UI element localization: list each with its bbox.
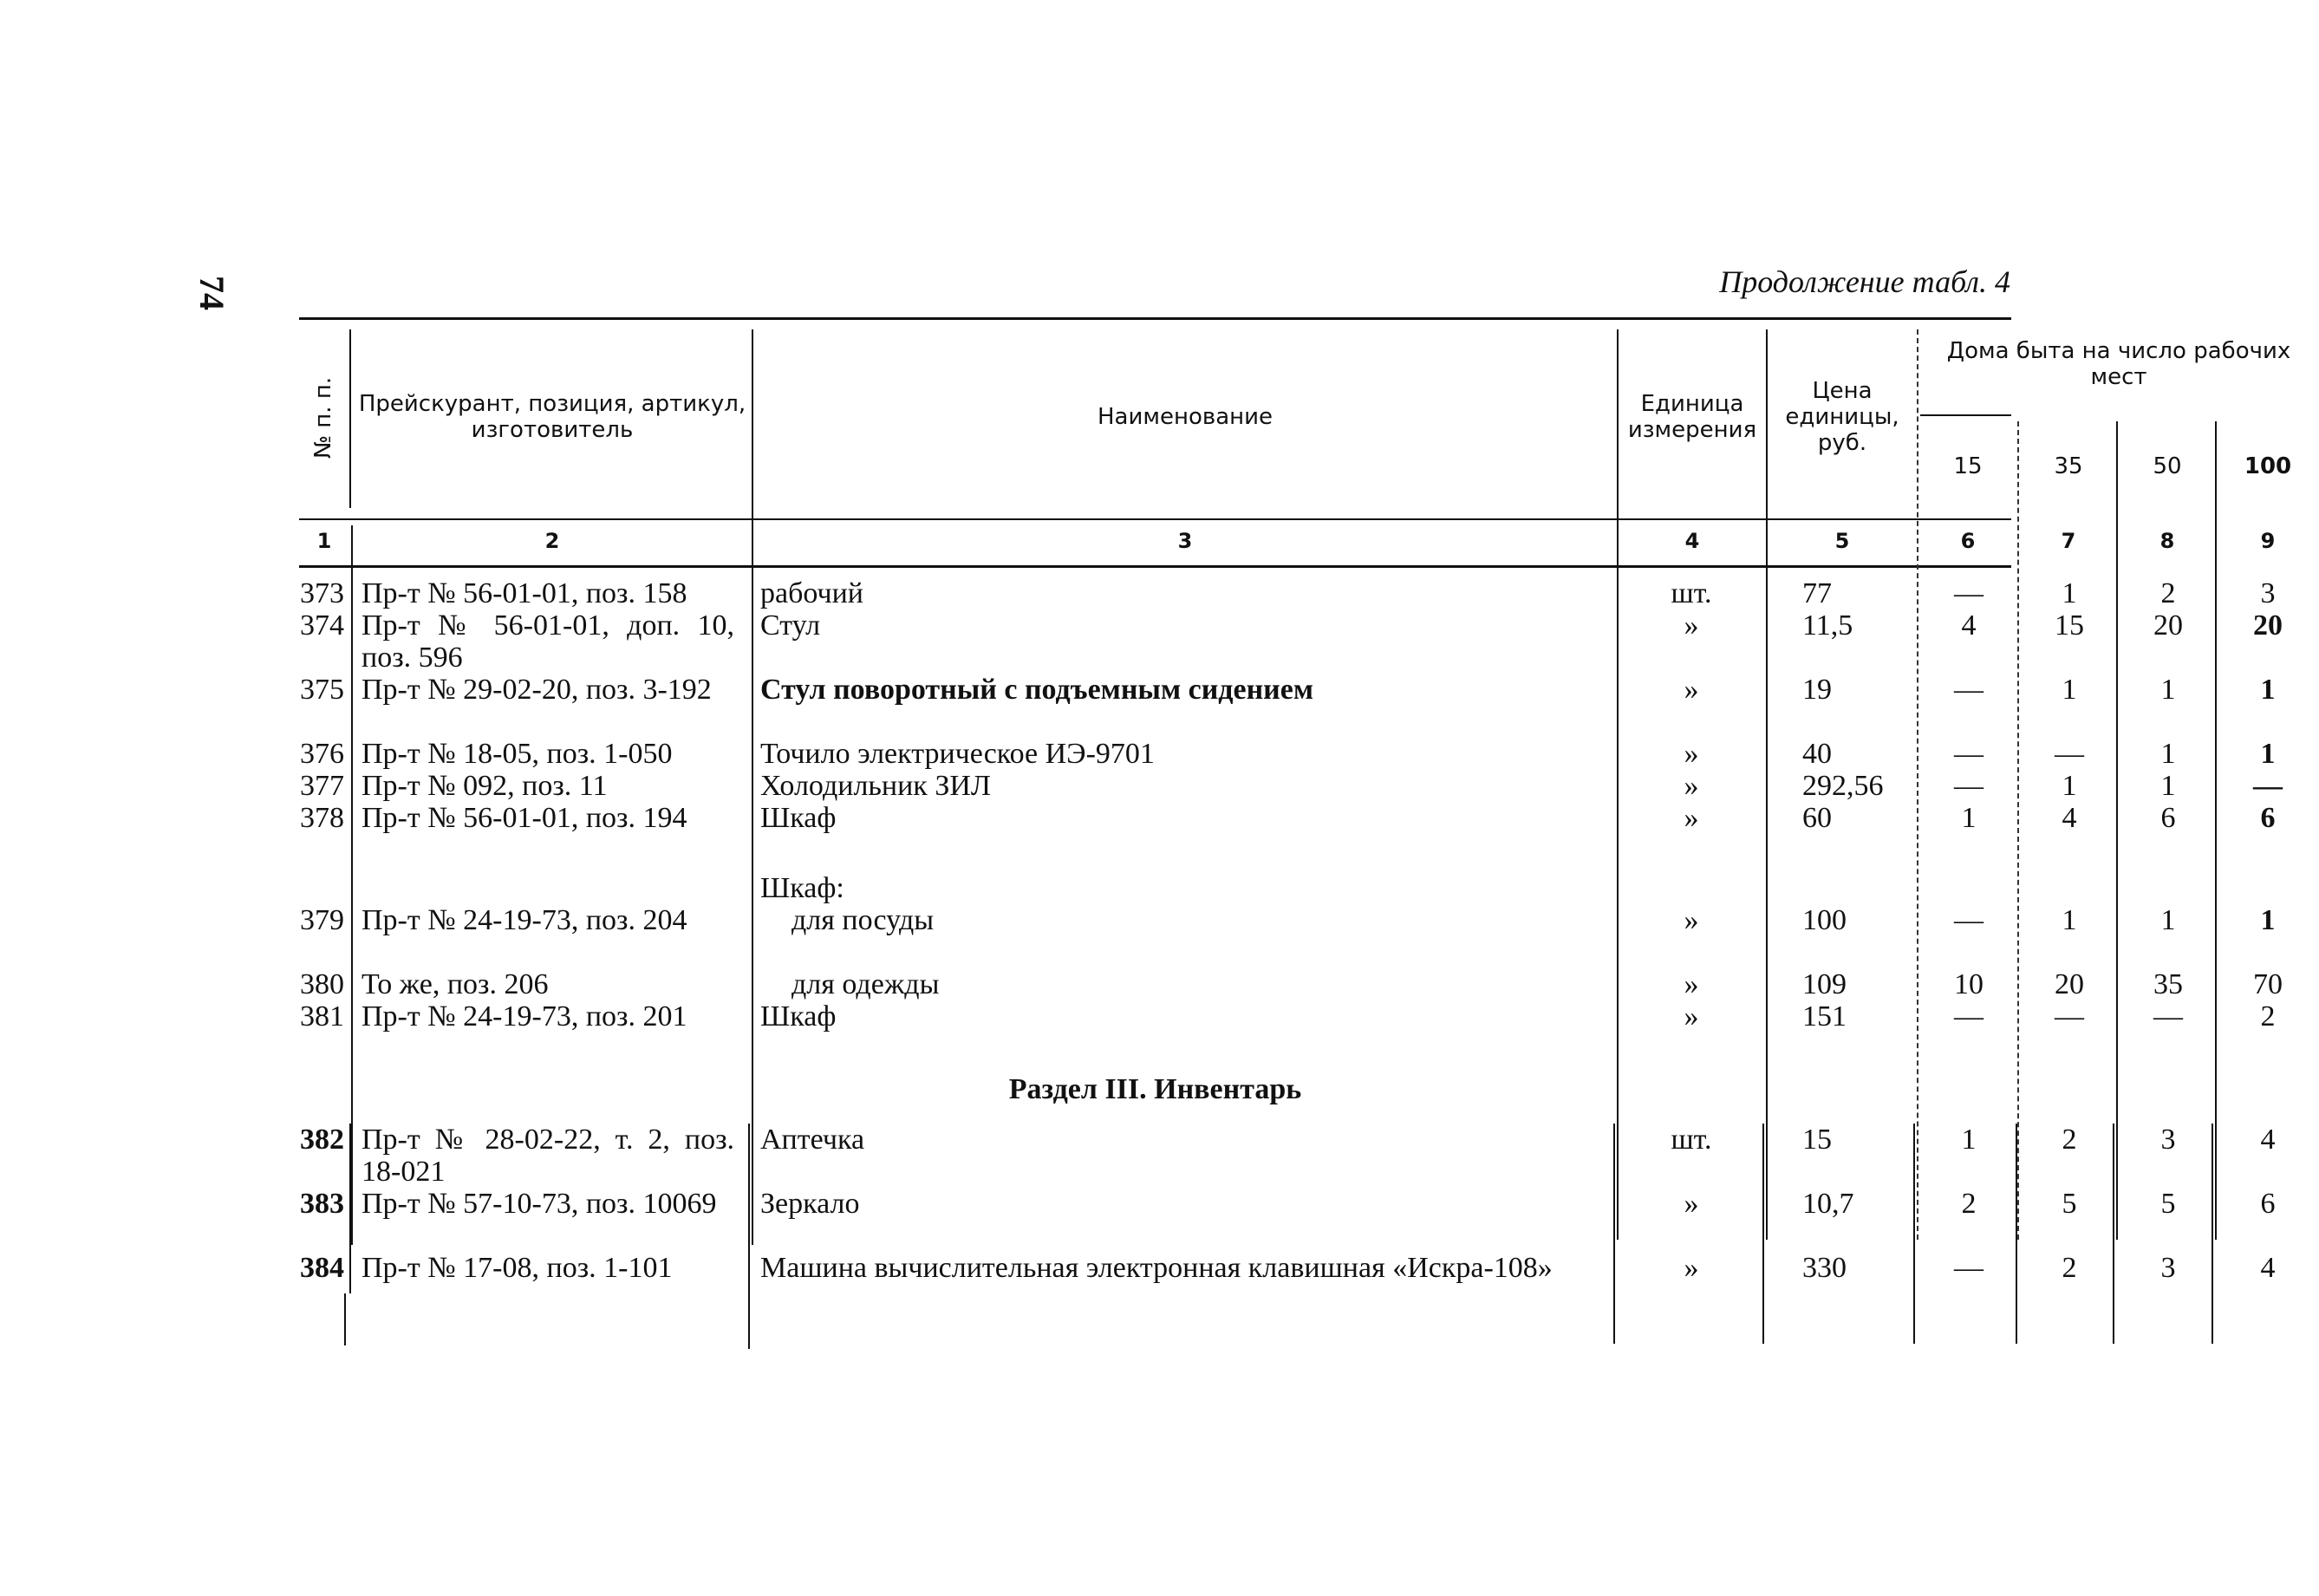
row-unit: » [1684, 968, 1699, 1000]
row-qty-50: 2 [2160, 577, 2176, 609]
header-col-unit: Единица измерения [1627, 391, 1757, 443]
vsep-tail-2 [748, 1293, 750, 1349]
row-qty-35: — [2055, 1000, 2084, 1033]
row-qty-15: — [1954, 674, 1984, 706]
row-number: 374 [300, 609, 344, 642]
column-number-3: 3 [1177, 529, 1193, 553]
header-bottom-rule [299, 565, 2011, 568]
row-unit-price: 292,56 [1802, 770, 1884, 802]
row-qty-15: — [1954, 770, 1984, 802]
row-qty-50: — [2153, 1000, 2183, 1033]
row-qty-100: 6 [2260, 1188, 2276, 1220]
row-qty-35: — [2055, 738, 2084, 770]
row-name: Шкаф [760, 1000, 837, 1033]
row-unit-price: 60 [1802, 802, 1832, 834]
row-qty-100: 4 [2260, 1252, 2276, 1284]
row-unit: » [1684, 904, 1699, 936]
row-qty-50: 1 [2160, 770, 2176, 802]
row-unit-price: 330 [1802, 1252, 1847, 1284]
row-name: Зеркало [760, 1188, 860, 1220]
header-col-unit-price: Цена единицы, руб. [1785, 378, 1899, 456]
row-price-list: Пр-т № 28-02-22, т. 2, поз. 18-021 [362, 1124, 734, 1188]
row-price-list: Пр-т № 29-02-20, поз. 3-192 [362, 674, 712, 706]
header-col-number-label: № п. п. [310, 376, 337, 459]
row-number: 380 [300, 968, 344, 1000]
row-name: Аптечка [760, 1124, 865, 1156]
row-name: Машина вычислительная электронная клавишная «Искра-108» [760, 1252, 1553, 1284]
row-qty-50: 35 [2153, 968, 2183, 1000]
page-number: 74 [192, 276, 231, 310]
row-qty-50: 1 [2160, 904, 2176, 936]
row-unit-price: 151 [1802, 1000, 1847, 1033]
header-group-workplaces: Дома быта на число рабочих мест [1946, 338, 2291, 390]
row-qty-35: 1 [2062, 904, 2077, 936]
row-name: рабочий [760, 577, 863, 609]
row-price-list: Пр-т № 24-19-73, поз. 204 [362, 904, 687, 936]
row-price-list: Пр-т № 56-01-01, доп. 10, поз. 596 [362, 609, 734, 674]
row-unit: » [1684, 802, 1699, 834]
row-qty-15: — [1954, 1252, 1984, 1284]
row-number: 379 [300, 904, 344, 936]
column-number-4: 4 [1684, 529, 1700, 553]
row-unit-price: 19 [1802, 674, 1832, 706]
vsep-tail-8 [2212, 1293, 2213, 1344]
row-number: 377 [300, 770, 344, 802]
row-unit: » [1684, 738, 1699, 770]
row-qty-100: — [2253, 770, 2283, 802]
vsep-1-head [349, 329, 351, 508]
vsep-6 [2017, 421, 2019, 1240]
row-qty-100: 70 [2253, 968, 2283, 1000]
vsep-s3-1 [349, 1124, 351, 1293]
row-qty-15: 1 [1961, 1124, 1977, 1156]
column-number-9: 9 [2260, 529, 2276, 553]
row-price-list: Пр-т № 24-19-73, поз. 201 [362, 1000, 687, 1033]
column-number-7: 7 [2061, 529, 2076, 553]
vsep-tail-6 [2016, 1293, 2017, 1344]
column-number-2: 2 [544, 529, 560, 553]
row-price-list: Пр-т № 18-05, поз. 1-050 [362, 738, 673, 770]
row-qty-100: 1 [2260, 904, 2276, 936]
row-qty-35: 5 [2062, 1188, 2077, 1220]
row-number: 382 [300, 1124, 344, 1156]
header-col-number [299, 317, 349, 518]
column-number-1: 1 [316, 529, 332, 553]
row-qty-15: 10 [1954, 968, 1984, 1000]
header-col-price-list: Прейскурант, позиция, артикул, изготовитель [358, 391, 746, 443]
row-qty-35: 2 [2062, 1252, 2077, 1284]
row-price-list: Пр-т № 56-01-01, поз. 194 [362, 802, 687, 834]
row-qty-15: 1 [1961, 802, 1977, 834]
header-col-name: Наименование [1097, 404, 1273, 431]
vsep-tail-4 [1762, 1293, 1764, 1344]
column-numbers [299, 522, 2276, 560]
row-qty-35: 4 [2062, 802, 2077, 834]
row-unit-price: 100 [1802, 904, 1847, 936]
row-unit: » [1684, 1252, 1699, 1284]
row-name: Точило электрическое ИЭ-9701 [760, 738, 1155, 770]
row-qty-100: 4 [2260, 1124, 2276, 1156]
row-qty-100: 1 [2260, 674, 2276, 706]
row-number: 384 [300, 1252, 344, 1284]
row-name: Холодильник ЗИЛ [760, 770, 991, 802]
row-qty-15: 4 [1961, 609, 1977, 642]
column-number-8: 8 [2159, 529, 2175, 553]
row-unit-price: 11,5 [1802, 609, 1853, 642]
row-qty-35: 2 [2062, 1124, 2077, 1156]
row-qty-50: 3 [2160, 1124, 2176, 1156]
header-sub-100: 100 [2244, 453, 2292, 480]
vsep-1 [351, 525, 353, 1245]
row-qty-100: 2 [2260, 1000, 2276, 1033]
row-qty-50: 6 [2160, 802, 2176, 834]
header-sub-50: 50 [2153, 453, 2182, 480]
row-number: 381 [300, 1000, 344, 1033]
row-name: Стул [760, 609, 821, 642]
row-name: Шкаф [760, 802, 837, 834]
row-unit: » [1684, 1000, 1699, 1033]
vsep-tail-1 [344, 1293, 346, 1345]
vsep-s3-5 [1913, 1124, 1915, 1297]
row-price-list: То же, поз. 206 [362, 968, 549, 1000]
row-qty-35: 15 [2055, 609, 2084, 642]
row-unit-price: 77 [1802, 577, 1832, 609]
row-unit: » [1684, 674, 1699, 706]
row-name: для одежды [791, 968, 940, 1000]
row-unit: шт. [1671, 1124, 1712, 1156]
header-sub-35: 35 [2054, 453, 2083, 480]
vsep-tail-3 [1613, 1293, 1615, 1344]
row-price-list: Пр-т № 17-08, поз. 1-101 [362, 1252, 673, 1284]
table-caption: Продолжение табл. 4 [1719, 264, 2010, 299]
vsep-s3-3 [1613, 1124, 1615, 1297]
row-number: 383 [300, 1188, 344, 1220]
row-qty-50: 5 [2160, 1188, 2176, 1220]
row-qty-15: — [1954, 738, 1984, 770]
row-number: 378 [300, 802, 344, 834]
row-unit-price: 15 [1802, 1124, 1832, 1156]
row-price-list: Пр-т № 092, поз. 11 [362, 770, 608, 802]
column-number-6: 6 [1960, 529, 1976, 553]
row-unit-price: 40 [1802, 738, 1832, 770]
row-qty-50: 20 [2153, 609, 2183, 642]
row-unit: » [1684, 770, 1699, 802]
row-number: 375 [300, 674, 344, 706]
row-qty-100: 1 [2260, 738, 2276, 770]
row-unit-price: 109 [1802, 968, 1847, 1000]
row-qty-15: — [1954, 577, 1984, 609]
row-qty-35: 1 [2062, 674, 2077, 706]
row-qty-35: 1 [2062, 770, 2077, 802]
row-qty-100: 6 [2260, 802, 2276, 834]
row-number: 373 [300, 577, 344, 609]
vsep-tail-7 [2113, 1293, 2114, 1344]
row-name-group: Шкаф: [760, 872, 844, 904]
row-price-list: Пр-т № 56-01-01, поз. 158 [362, 577, 687, 609]
row-qty-35: 1 [2062, 577, 2077, 609]
row-qty-15: — [1954, 904, 1984, 936]
row-unit: » [1684, 1188, 1699, 1220]
row-qty-35: 20 [2055, 968, 2084, 1000]
row-unit-price: 10,7 [1802, 1188, 1854, 1220]
row-name: Стул поворотный с подъемным сидением [760, 674, 1314, 706]
section-title: Раздел III. Инвентарь [1008, 1073, 1302, 1105]
row-price-list: Пр-т № 57-10-73, поз. 10069 [362, 1188, 717, 1220]
row-qty-50: 3 [2160, 1252, 2176, 1284]
row-qty-50: 1 [2160, 738, 2176, 770]
header-sub-15: 15 [1953, 453, 1983, 480]
row-number: 376 [300, 738, 344, 770]
row-unit: шт. [1671, 577, 1712, 609]
vsep-2 [752, 329, 753, 1245]
row-qty-100: 3 [2260, 577, 2276, 609]
row-unit: » [1684, 609, 1699, 642]
vsep-tail-5 [1913, 1293, 1915, 1344]
row-qty-100: 20 [2253, 609, 2283, 642]
table-header [299, 317, 2292, 568]
row-qty-15: — [1954, 1000, 1984, 1033]
column-number-5: 5 [1834, 529, 1850, 553]
row-name: для посуды [791, 904, 935, 936]
row-qty-50: 1 [2160, 674, 2176, 706]
vsep-s3-2 [748, 1124, 750, 1297]
row-qty-15: 2 [1961, 1188, 1977, 1220]
header-mid-rule [299, 518, 2011, 520]
